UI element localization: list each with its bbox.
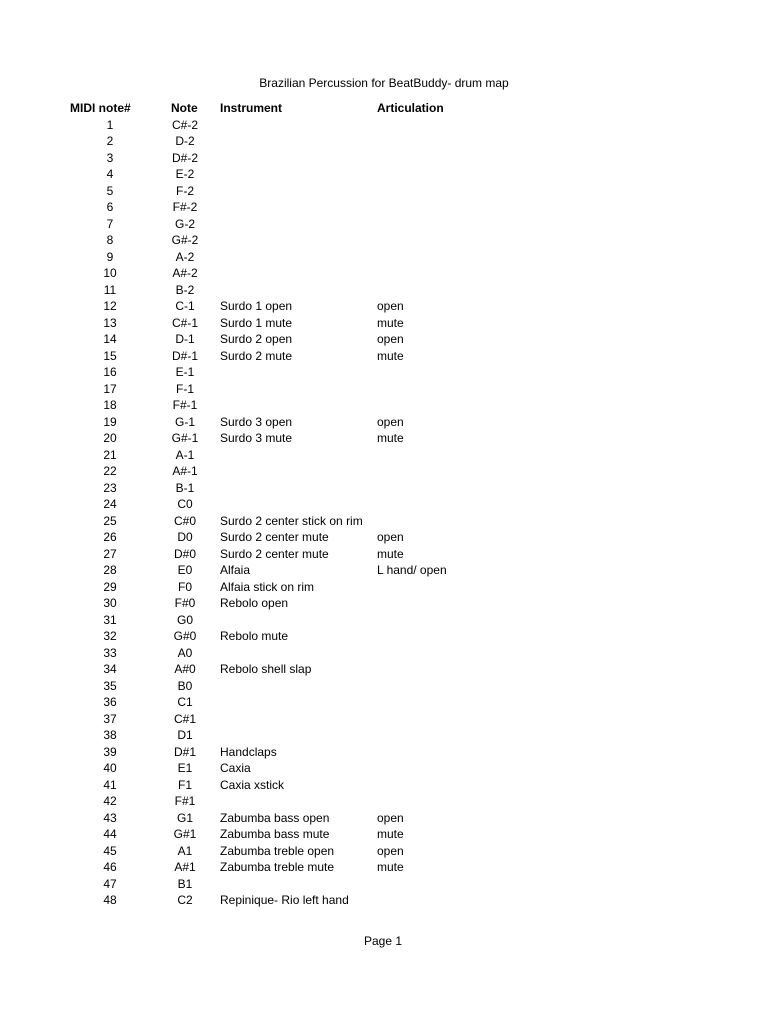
note-cell: D#0 <box>173 546 196 561</box>
instrument-cell: Surdo 2 center stick on rim <box>220 513 363 528</box>
table-row <box>0 595 768 612</box>
midi-cell: 20 <box>103 431 117 445</box>
table-row <box>0 562 768 579</box>
midi-cell: 29 <box>103 579 117 594</box>
instrument-cell: Rebolo mute <box>220 629 289 643</box>
midi-cell: 45 <box>103 843 117 858</box>
midi-cell: 36 <box>103 695 117 709</box>
table-row <box>0 249 768 266</box>
note-cell: F0 <box>177 579 192 594</box>
table-row <box>0 183 768 200</box>
instrument-cell: Zabumba bass mute <box>220 827 330 841</box>
instrument-cell: Alfaia <box>220 563 251 577</box>
note-cell: A#-2 <box>172 266 198 280</box>
midi-cell: 27 <box>103 546 117 561</box>
note-cell: E1 <box>177 761 193 775</box>
table-row <box>0 645 768 662</box>
instrument-cell: Zabumba treble mute <box>220 860 335 874</box>
header-articulation: Articulation <box>377 101 444 115</box>
note-cell: A-1 <box>175 447 195 462</box>
page-footer <box>0 933 768 949</box>
table-row <box>0 265 768 282</box>
table-row <box>0 315 768 332</box>
instrument-cell: Caxia xstick <box>220 777 285 792</box>
header-note: Note <box>171 101 198 115</box>
table-row <box>0 876 768 893</box>
table-row <box>0 348 768 365</box>
table-row <box>0 397 768 414</box>
articulation-cell: L hand/ open <box>377 563 447 577</box>
note-cell: B-1 <box>175 480 195 495</box>
table-row <box>0 843 768 860</box>
note-cell: D#-2 <box>171 150 198 165</box>
note-cell: C1 <box>177 695 193 709</box>
midi-cell: 47 <box>103 876 117 891</box>
table-row <box>0 760 768 777</box>
articulation-cell: mute <box>377 546 404 561</box>
midi-cell: 6 <box>106 200 114 214</box>
page-title-text: Brazilian Percussion for BeatBuddy- drum map <box>259 76 509 90</box>
note-cell: G#-1 <box>171 431 199 445</box>
articulation-cell: mute <box>377 315 404 330</box>
table-row <box>0 777 768 794</box>
midi-cell: 42 <box>103 794 117 808</box>
table-row <box>0 711 768 728</box>
midi-cell: 9 <box>106 249 114 264</box>
note-cell: C2 <box>177 893 193 907</box>
instrument-cell: Rebolo open <box>220 596 289 610</box>
midi-cell: 38 <box>103 728 117 742</box>
table-row <box>0 282 768 299</box>
note-cell: E-2 <box>175 167 195 181</box>
table-row <box>0 463 768 480</box>
midi-cell: 40 <box>103 761 117 775</box>
note-cell: G#1 <box>173 827 197 841</box>
note-cell: A1 <box>177 843 193 858</box>
instrument-cell: Zabumba treble open <box>220 843 335 858</box>
midi-cell: 7 <box>106 216 114 231</box>
articulation-cell: open <box>377 530 404 544</box>
articulation-cell: mute <box>377 860 404 874</box>
table-row <box>0 678 768 695</box>
table-row <box>0 199 768 216</box>
midi-cell: 17 <box>103 381 117 396</box>
midi-cell: 43 <box>103 810 117 825</box>
midi-cell: 37 <box>103 711 117 726</box>
midi-cell: 44 <box>103 827 117 841</box>
midi-cell: 46 <box>103 860 117 874</box>
instrument-cell: Alfaia stick on rim <box>220 579 315 594</box>
table-row <box>0 661 768 678</box>
midi-cell: 4 <box>106 167 114 181</box>
note-cell: A#-1 <box>172 464 198 478</box>
note-cell: C#-2 <box>171 117 198 132</box>
midi-cell: 3 <box>106 150 114 165</box>
midi-cell: 13 <box>103 315 117 330</box>
table-row <box>0 727 768 744</box>
note-cell: B0 <box>177 678 193 693</box>
note-cell: D#-1 <box>171 348 198 363</box>
header-midi-note: MIDI note# <box>70 101 131 115</box>
midi-cell: 30 <box>103 596 117 610</box>
note-cell: G#-2 <box>171 233 199 247</box>
instrument-cell: Rebolo shell slap <box>220 662 312 676</box>
table-row <box>0 216 768 233</box>
table-row <box>0 331 768 348</box>
note-cell: E-1 <box>175 365 195 379</box>
instrument-cell: Zabumba bass open <box>220 810 330 825</box>
note-cell: G1 <box>176 810 193 825</box>
instrument-cell: Surdo 2 open <box>220 332 293 346</box>
table-row <box>0 447 768 464</box>
articulation-cell: open <box>377 414 404 429</box>
instrument-cell: Caxia <box>220 761 251 775</box>
midi-cell: 1 <box>106 117 114 132</box>
table-row <box>0 612 768 629</box>
instrument-cell: Surdo 2 center mute <box>220 530 329 544</box>
table-row <box>0 298 768 315</box>
midi-cell: 16 <box>103 365 117 379</box>
note-cell: B-2 <box>175 282 195 297</box>
table-row <box>0 381 768 398</box>
table-row <box>0 232 768 249</box>
midi-cell: 5 <box>106 183 114 198</box>
note-cell: D-2 <box>175 134 195 148</box>
instrument-cell: Surdo 3 open <box>220 414 293 429</box>
midi-cell: 35 <box>103 678 117 693</box>
note-cell: G0 <box>176 612 193 627</box>
midi-cell: 18 <box>103 398 117 412</box>
note-cell: G-2 <box>174 216 195 231</box>
table-row <box>0 744 768 761</box>
midi-cell: 32 <box>103 629 117 643</box>
table-row <box>0 793 768 810</box>
note-cell: D#1 <box>173 744 196 759</box>
note-cell: C-1 <box>175 299 195 313</box>
note-cell: A0 <box>177 645 193 660</box>
table-row <box>0 133 768 150</box>
midi-cell: 10 <box>103 266 117 280</box>
articulation-cell: mute <box>377 348 404 363</box>
articulation-cell: mute <box>377 431 404 445</box>
page-title <box>0 75 768 91</box>
table-row <box>0 430 768 447</box>
midi-cell: 8 <box>106 233 114 247</box>
midi-cell: 25 <box>103 513 117 528</box>
note-cell: C#0 <box>173 513 196 528</box>
instrument-cell: Surdo 3 mute <box>220 431 293 445</box>
table-row <box>0 694 768 711</box>
note-cell: G-1 <box>174 414 195 429</box>
midi-cell: 39 <box>103 744 117 759</box>
midi-cell: 28 <box>103 563 117 577</box>
table-row <box>0 810 768 827</box>
table-row <box>0 364 768 381</box>
table-body <box>0 117 768 909</box>
midi-cell: 12 <box>103 299 117 313</box>
midi-cell: 15 <box>103 348 117 363</box>
note-cell: D0 <box>177 530 193 544</box>
articulation-cell: open <box>377 843 404 858</box>
table-row <box>0 546 768 563</box>
midi-cell: 11 <box>103 282 117 297</box>
instrument-cell: Surdo 1 open <box>220 299 293 313</box>
note-cell: D-1 <box>175 332 195 346</box>
note-cell: F-2 <box>176 183 194 198</box>
midi-cell: 31 <box>103 612 117 627</box>
note-cell: F#-1 <box>172 398 198 412</box>
articulation-cell: open <box>377 299 404 313</box>
articulation-cell: mute <box>377 827 404 841</box>
note-cell: G#0 <box>173 629 197 643</box>
instrument-cell: Surdo 1 mute <box>220 315 293 330</box>
table-header-row <box>0 100 768 116</box>
table-row <box>0 579 768 596</box>
note-cell: C#-1 <box>171 315 198 330</box>
midi-cell: 14 <box>103 332 117 346</box>
header-instrument: Instrument <box>220 101 283 115</box>
note-cell: A-2 <box>175 249 195 264</box>
midi-cell: 24 <box>103 497 117 511</box>
midi-cell: 2 <box>106 134 114 148</box>
midi-cell: 23 <box>103 480 117 495</box>
drum-map-table <box>0 100 768 909</box>
midi-cell: 34 <box>103 662 117 676</box>
instrument-cell: Surdo 2 center mute <box>220 546 329 561</box>
midi-cell: 48 <box>103 893 117 907</box>
table-row <box>0 513 768 530</box>
table-row <box>0 628 768 645</box>
note-cell: D1 <box>177 728 193 742</box>
table-row <box>0 529 768 546</box>
instrument-cell: Surdo 2 mute <box>220 348 293 363</box>
note-cell: F1 <box>177 777 192 792</box>
table-row <box>0 414 768 431</box>
note-cell: F#-2 <box>172 200 198 214</box>
note-cell: F#0 <box>174 596 196 610</box>
note-cell: C#1 <box>173 711 196 726</box>
note-cell: F-1 <box>176 381 194 396</box>
instrument-cell: Handclaps <box>220 744 277 759</box>
instrument-cell: Repinique- Rio left hand <box>220 893 349 907</box>
note-cell: F#1 <box>174 794 196 808</box>
table-row <box>0 480 768 497</box>
midi-cell: 33 <box>103 645 117 660</box>
table-row <box>0 859 768 876</box>
note-cell: C0 <box>177 497 193 511</box>
note-cell: A#1 <box>174 860 196 874</box>
table-row <box>0 150 768 167</box>
midi-cell: 41 <box>103 777 117 792</box>
table-row <box>0 496 768 513</box>
articulation-cell: open <box>377 332 404 346</box>
table-row <box>0 892 768 909</box>
note-cell: E0 <box>177 563 193 577</box>
table-row <box>0 826 768 843</box>
midi-cell: 19 <box>103 414 117 429</box>
midi-cell: 21 <box>103 447 117 462</box>
midi-cell: 22 <box>103 464 117 478</box>
note-cell: A#0 <box>174 662 196 676</box>
page-number: Page 1 <box>363 934 403 948</box>
midi-cell: 26 <box>103 530 117 544</box>
table-row <box>0 166 768 183</box>
note-cell: B1 <box>177 876 193 891</box>
articulation-cell: open <box>377 810 404 825</box>
table-row <box>0 117 768 134</box>
